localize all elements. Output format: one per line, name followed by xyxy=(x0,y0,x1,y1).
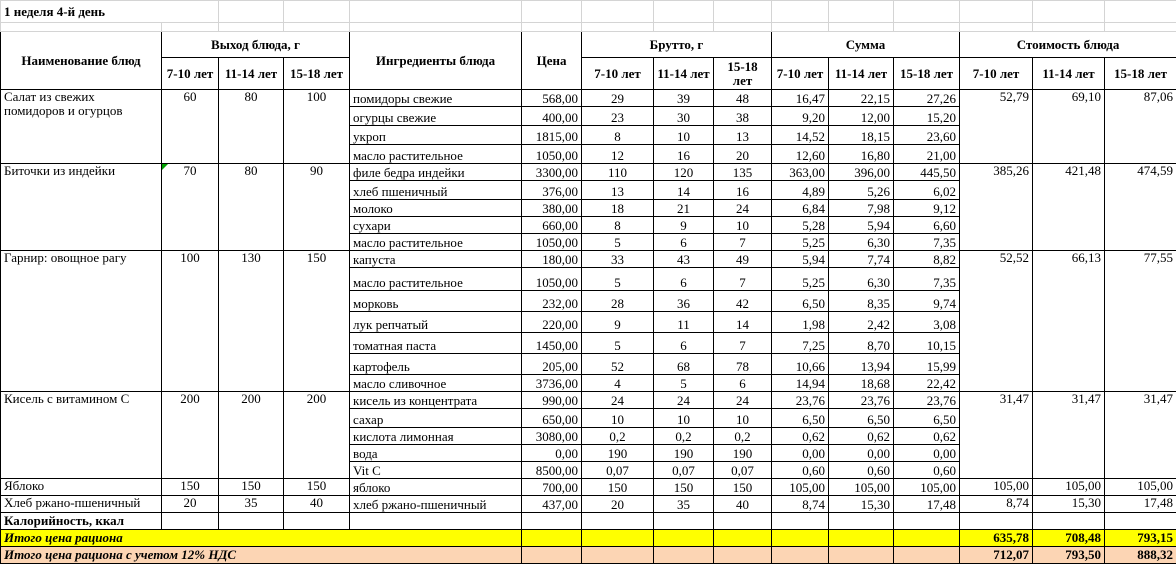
sum-cell[interactable]: 23,76 xyxy=(772,392,829,409)
price-cell[interactable]: 700,00 xyxy=(522,479,582,496)
empty-cell[interactable] xyxy=(894,547,960,564)
output-cell[interactable]: 35 xyxy=(219,496,284,513)
total-row-label[interactable]: Итого цена рациона xyxy=(1,530,522,547)
empty-cell[interactable] xyxy=(829,513,894,530)
ingredient-name-cell[interactable]: масло растительное xyxy=(350,234,522,251)
empty-cell[interactable] xyxy=(654,530,714,547)
ingredient-name-cell[interactable]: хлеб ржано-пшеничный xyxy=(350,496,522,513)
brutto-cell[interactable]: 5 xyxy=(654,375,714,392)
brutto-cell[interactable]: 10 xyxy=(654,126,714,145)
header-age[interactable]: 11-14 лет xyxy=(1033,58,1105,90)
sum-cell[interactable]: 3,08 xyxy=(894,312,960,333)
total-vat-row xyxy=(1,547,1176,564)
output-cell[interactable]: 150 xyxy=(284,479,350,496)
header-row-1 xyxy=(1,32,1176,58)
header-age[interactable]: 7-10 лет xyxy=(582,58,654,90)
ingredient-name-cell[interactable]: картофель xyxy=(350,354,522,375)
brutto-cell[interactable]: 0,2 xyxy=(582,428,654,445)
sum-cell[interactable]: 7,35 xyxy=(894,268,960,291)
empty-cell[interactable] xyxy=(772,547,829,564)
brutto-cell[interactable]: 110 xyxy=(582,164,654,181)
brutto-cell[interactable]: 7 xyxy=(714,333,772,354)
empty-cell[interactable] xyxy=(654,513,714,530)
empty-cell[interactable] xyxy=(829,547,894,564)
sum-cell[interactable]: 7,25 xyxy=(772,333,829,354)
brutto-cell[interactable]: 14 xyxy=(654,181,714,200)
brutto-cell[interactable]: 24 xyxy=(714,392,772,409)
empty-cell[interactable] xyxy=(522,513,582,530)
brutto-cell[interactable]: 12 xyxy=(582,145,654,164)
sum-cell[interactable]: 6,30 xyxy=(829,234,894,251)
brutto-cell[interactable]: 10 xyxy=(582,409,654,428)
calories-row xyxy=(1,513,1176,530)
brutto-cell[interactable]: 28 xyxy=(582,291,654,312)
empty-cell[interactable] xyxy=(582,513,654,530)
sum-cell[interactable]: 9,20 xyxy=(772,107,829,126)
dish-cost-cell[interactable]: 31,47 xyxy=(960,392,1033,479)
ingredient-name-cell[interactable]: морковь xyxy=(350,291,522,312)
header-age[interactable]: 15-18 лет xyxy=(1105,58,1176,90)
brutto-cell[interactable]: 11 xyxy=(654,312,714,333)
header-age[interactable]: 15-18 лет xyxy=(894,58,960,90)
brutto-cell[interactable]: 6 xyxy=(654,234,714,251)
sum-cell[interactable]: 7,98 xyxy=(829,200,894,217)
output-cell[interactable]: 80 xyxy=(219,164,284,251)
brutto-cell[interactable]: 7 xyxy=(714,268,772,291)
brutto-cell[interactable]: 135 xyxy=(714,164,772,181)
dish-name-cell[interactable]: Яблоко xyxy=(1,479,162,496)
sum-cell[interactable]: 0,60 xyxy=(894,462,960,479)
dish-cost-cell[interactable]: 31,47 xyxy=(1105,392,1176,479)
dish-cost-cell[interactable]: 105,00 xyxy=(1033,479,1105,496)
total-row xyxy=(1,530,1176,547)
brutto-cell[interactable]: 120 xyxy=(654,164,714,181)
table-row xyxy=(1,392,1176,409)
brutto-cell[interactable]: 30 xyxy=(654,107,714,126)
price-cell[interactable]: 1050,00 xyxy=(522,145,582,164)
dish-cost-cell[interactable]: 52,52 xyxy=(960,251,1033,392)
ingredient-name-cell[interactable]: масло растительное xyxy=(350,145,522,164)
brutto-cell[interactable]: 0,07 xyxy=(714,462,772,479)
ingredient-name-cell[interactable]: вода xyxy=(350,445,522,462)
ingredient-name-cell[interactable]: лук репчатый xyxy=(350,312,522,333)
sum-cell[interactable]: 15,20 xyxy=(894,107,960,126)
ingredient-name-cell[interactable]: томатная паста xyxy=(350,333,522,354)
empty-cell[interactable] xyxy=(714,547,772,564)
brutto-cell[interactable]: 7 xyxy=(714,234,772,251)
brutto-cell[interactable]: 68 xyxy=(654,354,714,375)
brutto-cell[interactable]: 20 xyxy=(714,145,772,164)
price-cell[interactable]: 232,00 xyxy=(522,291,582,312)
sum-cell[interactable]: 23,76 xyxy=(829,392,894,409)
empty-cell[interactable] xyxy=(284,513,350,530)
sum-cell[interactable]: 12,00 xyxy=(829,107,894,126)
table-row xyxy=(1,164,1176,181)
dish-cost-cell[interactable]: 105,00 xyxy=(1105,479,1176,496)
sum-cell[interactable]: 15,30 xyxy=(829,496,894,513)
header-age[interactable]: 11-14 лет xyxy=(654,58,714,90)
sum-cell[interactable]: 27,26 xyxy=(894,90,960,107)
ingredient-name-cell[interactable]: кислота лимонная xyxy=(350,428,522,445)
sum-cell[interactable]: 445,50 xyxy=(894,164,960,181)
sum-cell[interactable]: 5,94 xyxy=(829,217,894,234)
price-cell[interactable]: 990,00 xyxy=(522,392,582,409)
empty-cell[interactable] xyxy=(219,513,284,530)
ingredient-name-cell[interactable]: сухари xyxy=(350,217,522,234)
sum-cell[interactable]: 16,47 xyxy=(772,90,829,107)
sum-cell[interactable]: 14,52 xyxy=(772,126,829,145)
ingredient-name-cell[interactable]: масло растительное xyxy=(350,268,522,291)
sum-cell[interactable]: 0,60 xyxy=(772,462,829,479)
sum-cell[interactable]: 105,00 xyxy=(894,479,960,496)
header-age[interactable]: 15-18 лет xyxy=(714,58,772,90)
ingredient-name-cell[interactable]: яблоко xyxy=(350,479,522,496)
empty-cell[interactable] xyxy=(960,513,1033,530)
sum-cell[interactable]: 0,62 xyxy=(772,428,829,445)
sum-cell[interactable]: 7,74 xyxy=(829,251,894,268)
brutto-cell[interactable]: 8 xyxy=(582,126,654,145)
brutto-cell[interactable]: 52 xyxy=(582,354,654,375)
brutto-cell[interactable]: 190 xyxy=(654,445,714,462)
total-vat-row-value[interactable]: 712,07 xyxy=(960,547,1033,564)
price-cell[interactable]: 3080,00 xyxy=(522,428,582,445)
brutto-cell[interactable]: 40 xyxy=(714,496,772,513)
sum-cell[interactable]: 8,70 xyxy=(829,333,894,354)
sum-cell[interactable]: 0,00 xyxy=(894,445,960,462)
brutto-cell[interactable]: 38 xyxy=(714,107,772,126)
empty-cell[interactable] xyxy=(1033,513,1105,530)
table-row xyxy=(1,90,1176,107)
brutto-cell[interactable]: 150 xyxy=(582,479,654,496)
table-row xyxy=(1,251,1176,268)
dish-cost-cell[interactable]: 105,00 xyxy=(960,479,1033,496)
sum-cell[interactable]: 8,82 xyxy=(894,251,960,268)
brutto-cell[interactable]: 42 xyxy=(714,291,772,312)
brutto-cell[interactable]: 8 xyxy=(582,217,654,234)
total-vat-row-value[interactable]: 793,50 xyxy=(1033,547,1105,564)
sum-cell[interactable]: 2,42 xyxy=(829,312,894,333)
output-cell[interactable]: 70 xyxy=(162,164,219,251)
sum-cell[interactable]: 23,60 xyxy=(894,126,960,145)
ingredient-name-cell[interactable]: сахар xyxy=(350,409,522,428)
brutto-cell[interactable]: 20 xyxy=(582,496,654,513)
dish-cost-cell[interactable]: 31,47 xyxy=(1033,392,1105,479)
output-cell[interactable]: 200 xyxy=(284,392,350,479)
sum-cell[interactable]: 6,50 xyxy=(894,409,960,428)
sum-cell[interactable]: 16,80 xyxy=(829,145,894,164)
spacer-row xyxy=(1,23,1176,32)
dish-name-cell[interactable]: Хлеб ржано-пшеничный xyxy=(1,496,162,513)
sum-cell[interactable]: 0,62 xyxy=(829,428,894,445)
header-output[interactable]: Выход блюда, г xyxy=(162,32,350,58)
ingredient-name-cell[interactable]: помидоры свежие xyxy=(350,90,522,107)
output-cell[interactable]: 130 xyxy=(219,251,284,392)
header-row-2 xyxy=(1,58,1176,90)
brutto-cell[interactable]: 0,2 xyxy=(654,428,714,445)
price-cell[interactable]: 660,00 xyxy=(522,217,582,234)
brutto-cell[interactable]: 16 xyxy=(654,145,714,164)
ingredient-name-cell[interactable]: масло сливочное xyxy=(350,375,522,392)
dish-name-cell[interactable]: Гарнир: овощное рагу xyxy=(1,251,162,392)
table-row xyxy=(1,496,1176,513)
header-age[interactable]: 11-14 лет xyxy=(219,58,284,90)
dish-cost-cell[interactable]: 77,55 xyxy=(1105,251,1176,392)
sum-cell[interactable]: 4,89 xyxy=(772,181,829,200)
calories-label[interactable]: Калорийность, ккал xyxy=(1,513,162,530)
brutto-cell[interactable]: 10 xyxy=(654,409,714,428)
brutto-cell[interactable]: 16 xyxy=(714,181,772,200)
price-cell[interactable]: 1050,00 xyxy=(522,234,582,251)
brutto-cell[interactable]: 4 xyxy=(582,375,654,392)
output-cell[interactable]: 40 xyxy=(284,496,350,513)
price-cell[interactable]: 205,00 xyxy=(522,354,582,375)
empty-cell[interactable] xyxy=(772,513,829,530)
output-cell[interactable]: 60 xyxy=(162,90,219,164)
price-cell[interactable]: 3736,00 xyxy=(522,375,582,392)
sum-cell[interactable]: 18,68 xyxy=(829,375,894,392)
brutto-cell[interactable]: 10 xyxy=(714,217,772,234)
empty-cell[interactable] xyxy=(894,530,960,547)
dish-name-cell[interactable]: Салат из свежих помидоров и огурцов xyxy=(1,90,162,164)
dish-cost-cell[interactable]: 15,30 xyxy=(1033,496,1105,513)
empty-cell[interactable] xyxy=(582,547,654,564)
output-cell[interactable]: 80 xyxy=(219,90,284,164)
sum-cell[interactable]: 13,94 xyxy=(829,354,894,375)
sum-cell[interactable]: 23,76 xyxy=(894,392,960,409)
brutto-cell[interactable]: 23 xyxy=(582,107,654,126)
brutto-cell[interactable]: 43 xyxy=(654,251,714,268)
sum-cell[interactable]: 6,02 xyxy=(894,181,960,200)
total-vat-row-value[interactable]: 888,32 xyxy=(1105,547,1176,564)
sum-cell[interactable]: 1,98 xyxy=(772,312,829,333)
brutto-cell[interactable]: 29 xyxy=(582,90,654,107)
sum-cell[interactable]: 6,84 xyxy=(772,200,829,217)
brutto-cell[interactable]: 13 xyxy=(582,181,654,200)
header-age[interactable]: 7-10 лет xyxy=(960,58,1033,90)
header-price[interactable]: Цена xyxy=(522,32,582,90)
ingredient-name-cell[interactable]: капуста xyxy=(350,251,522,268)
sum-cell[interactable]: 105,00 xyxy=(772,479,829,496)
empty-cell[interactable] xyxy=(350,513,522,530)
sum-cell[interactable]: 6,60 xyxy=(894,217,960,234)
header-age[interactable]: 15-18 лет xyxy=(284,58,350,90)
brutto-cell[interactable]: 150 xyxy=(714,479,772,496)
brutto-cell[interactable]: 13 xyxy=(714,126,772,145)
price-cell[interactable]: 1450,00 xyxy=(522,333,582,354)
brutto-cell[interactable]: 35 xyxy=(654,496,714,513)
dish-cost-cell[interactable]: 52,79 xyxy=(960,90,1033,164)
header-sum[interactable]: Сумма xyxy=(772,32,960,58)
sum-cell[interactable]: 0,60 xyxy=(829,462,894,479)
output-cell[interactable]: 100 xyxy=(162,251,219,392)
brutto-cell[interactable]: 78 xyxy=(714,354,772,375)
price-cell[interactable]: 0,00 xyxy=(522,445,582,462)
header-cost[interactable]: Стоимость блюда xyxy=(960,32,1176,58)
sum-cell[interactable]: 14,94 xyxy=(772,375,829,392)
sum-cell[interactable]: 0,00 xyxy=(829,445,894,462)
total-vat-row-label[interactable]: Итого цена рациона с учетом 12% НДС xyxy=(1,547,522,564)
brutto-cell[interactable]: 0,2 xyxy=(714,428,772,445)
output-cell[interactable]: 100 xyxy=(284,90,350,164)
empty-cell[interactable] xyxy=(714,530,772,547)
dish-cost-cell[interactable]: 421,48 xyxy=(1033,164,1105,251)
price-cell[interactable]: 1815,00 xyxy=(522,126,582,145)
brutto-cell[interactable]: 0,07 xyxy=(582,462,654,479)
output-cell[interactable]: 200 xyxy=(219,392,284,479)
price-cell[interactable]: 380,00 xyxy=(522,200,582,217)
dish-cost-cell[interactable]: 69,10 xyxy=(1033,90,1105,164)
sum-cell[interactable]: 6,50 xyxy=(772,409,829,428)
header-age[interactable]: 7-10 лет xyxy=(162,58,219,90)
sum-cell[interactable]: 17,48 xyxy=(894,496,960,513)
empty-cell[interactable] xyxy=(582,530,654,547)
brutto-cell[interactable]: 39 xyxy=(654,90,714,107)
ingredient-name-cell[interactable]: Vit C xyxy=(350,462,522,479)
output-cell[interactable]: 20 xyxy=(162,496,219,513)
ingredient-name-cell[interactable]: кисель из концентрата xyxy=(350,392,522,409)
sum-cell[interactable]: 6,50 xyxy=(772,291,829,312)
title-row xyxy=(1,1,1176,23)
brutto-cell[interactable]: 190 xyxy=(714,445,772,462)
brutto-cell[interactable]: 6 xyxy=(654,333,714,354)
sum-cell[interactable]: 9,12 xyxy=(894,200,960,217)
price-cell[interactable]: 437,00 xyxy=(522,496,582,513)
empty-cell[interactable] xyxy=(829,530,894,547)
brutto-cell[interactable]: 36 xyxy=(654,291,714,312)
price-cell[interactable]: 568,00 xyxy=(522,90,582,107)
sum-cell[interactable]: 22,15 xyxy=(829,90,894,107)
table-row xyxy=(1,479,1176,496)
sum-cell[interactable]: 5,25 xyxy=(772,234,829,251)
brutto-cell[interactable]: 18 xyxy=(582,200,654,217)
sum-cell[interactable]: 15,99 xyxy=(894,354,960,375)
output-cell[interactable]: 200 xyxy=(162,392,219,479)
empty-cell[interactable] xyxy=(894,513,960,530)
sum-cell[interactable]: 6,30 xyxy=(829,268,894,291)
brutto-cell[interactable]: 33 xyxy=(582,251,654,268)
output-cell[interactable]: 90 xyxy=(284,164,350,251)
sum-cell[interactable]: 21,00 xyxy=(894,145,960,164)
empty-cell[interactable] xyxy=(162,513,219,530)
total-row-value[interactable]: 635,78 xyxy=(960,530,1033,547)
sum-cell[interactable]: 363,00 xyxy=(772,164,829,181)
sum-cell[interactable]: 0,62 xyxy=(894,428,960,445)
brutto-cell[interactable]: 6 xyxy=(654,268,714,291)
dish-cost-cell[interactable]: 66,13 xyxy=(1033,251,1105,392)
brutto-cell[interactable]: 0,07 xyxy=(654,462,714,479)
output-cell[interactable]: 150 xyxy=(219,479,284,496)
brutto-cell[interactable]: 21 xyxy=(654,200,714,217)
output-cell[interactable]: 150 xyxy=(162,479,219,496)
brutto-cell[interactable]: 150 xyxy=(654,479,714,496)
sum-cell[interactable]: 5,25 xyxy=(772,268,829,291)
dish-name-cell[interactable]: Биточки из индейки xyxy=(1,164,162,251)
empty-cell[interactable] xyxy=(654,547,714,564)
sheet-title[interactable]: 1 неделя 4-й день xyxy=(1,1,219,23)
sum-cell[interactable]: 18,15 xyxy=(829,126,894,145)
dish-cost-cell[interactable]: 87,06 xyxy=(1105,90,1176,164)
empty-cell[interactable] xyxy=(522,530,582,547)
sum-cell[interactable]: 105,00 xyxy=(829,479,894,496)
brutto-cell[interactable]: 24 xyxy=(582,392,654,409)
price-cell[interactable]: 220,00 xyxy=(522,312,582,333)
header-dish-name[interactable]: Наименование блюд xyxy=(1,32,162,90)
price-cell[interactable]: 3300,00 xyxy=(522,164,582,181)
brutto-cell[interactable]: 49 xyxy=(714,251,772,268)
brutto-cell[interactable]: 6 xyxy=(714,375,772,392)
brutto-cell[interactable]: 24 xyxy=(654,392,714,409)
empty-cell[interactable] xyxy=(522,547,582,564)
ingredient-name-cell[interactable]: молоко xyxy=(350,200,522,217)
dish-cost-cell[interactable]: 474,59 xyxy=(1105,164,1176,251)
dish-name-cell[interactable]: Кисель с витамином С xyxy=(1,392,162,479)
brutto-cell[interactable]: 48 xyxy=(714,90,772,107)
price-cell[interactable]: 376,00 xyxy=(522,181,582,200)
price-cell[interactable]: 400,00 xyxy=(522,107,582,126)
price-cell[interactable]: 1050,00 xyxy=(522,268,582,291)
total-row-value[interactable]: 708,48 xyxy=(1033,530,1105,547)
ingredient-name-cell[interactable]: хлеб пшеничный xyxy=(350,181,522,200)
sum-cell[interactable]: 5,94 xyxy=(772,251,829,268)
output-cell[interactable]: 150 xyxy=(284,251,350,392)
header-age[interactable]: 11-14 лет xyxy=(829,58,894,90)
price-cell[interactable]: 180,00 xyxy=(522,251,582,268)
sum-cell[interactable]: 10,15 xyxy=(894,333,960,354)
total-row-value[interactable]: 793,15 xyxy=(1105,530,1176,547)
sum-cell[interactable]: 6,50 xyxy=(829,409,894,428)
brutto-cell[interactable]: 24 xyxy=(714,200,772,217)
empty-cell[interactable] xyxy=(714,513,772,530)
brutto-cell[interactable]: 190 xyxy=(582,445,654,462)
dish-cost-cell[interactable]: 8,74 xyxy=(960,496,1033,513)
brutto-cell[interactable]: 5 xyxy=(582,333,654,354)
ingredient-name-cell[interactable]: укроп xyxy=(350,126,522,145)
empty-cell[interactable] xyxy=(1105,513,1176,530)
brutto-cell[interactable]: 10 xyxy=(714,409,772,428)
sum-cell[interactable]: 0,00 xyxy=(772,445,829,462)
sum-cell[interactable]: 9,74 xyxy=(894,291,960,312)
brutto-cell[interactable]: 5 xyxy=(582,268,654,291)
header-ingredients[interactable]: Ингредиенты блюда xyxy=(350,32,522,90)
sum-cell[interactable]: 5,28 xyxy=(772,217,829,234)
ingredient-name-cell[interactable]: филе бедра индейки xyxy=(350,164,522,181)
sum-cell[interactable]: 8,35 xyxy=(829,291,894,312)
ingredient-name-cell[interactable]: огурцы свежие xyxy=(350,107,522,126)
sum-cell[interactable]: 5,26 xyxy=(829,181,894,200)
sum-cell[interactable]: 396,00 xyxy=(829,164,894,181)
dish-cost-cell[interactable]: 385,26 xyxy=(960,164,1033,251)
brutto-cell[interactable]: 5 xyxy=(582,234,654,251)
sum-cell[interactable]: 22,42 xyxy=(894,375,960,392)
brutto-cell[interactable]: 14 xyxy=(714,312,772,333)
empty-cell[interactable] xyxy=(772,530,829,547)
price-cell[interactable]: 650,00 xyxy=(522,409,582,428)
header-brutto[interactable]: Брутто, г xyxy=(582,32,772,58)
price-cell[interactable]: 8500,00 xyxy=(522,462,582,479)
sum-cell[interactable]: 8,74 xyxy=(772,496,829,513)
brutto-cell[interactable]: 9 xyxy=(582,312,654,333)
brutto-cell[interactable]: 9 xyxy=(654,217,714,234)
header-age[interactable]: 7-10 лет xyxy=(772,58,829,90)
dish-cost-cell[interactable]: 17,48 xyxy=(1105,496,1176,513)
sum-cell[interactable]: 12,60 xyxy=(772,145,829,164)
sum-cell[interactable]: 7,35 xyxy=(894,234,960,251)
sum-cell[interactable]: 10,66 xyxy=(772,354,829,375)
